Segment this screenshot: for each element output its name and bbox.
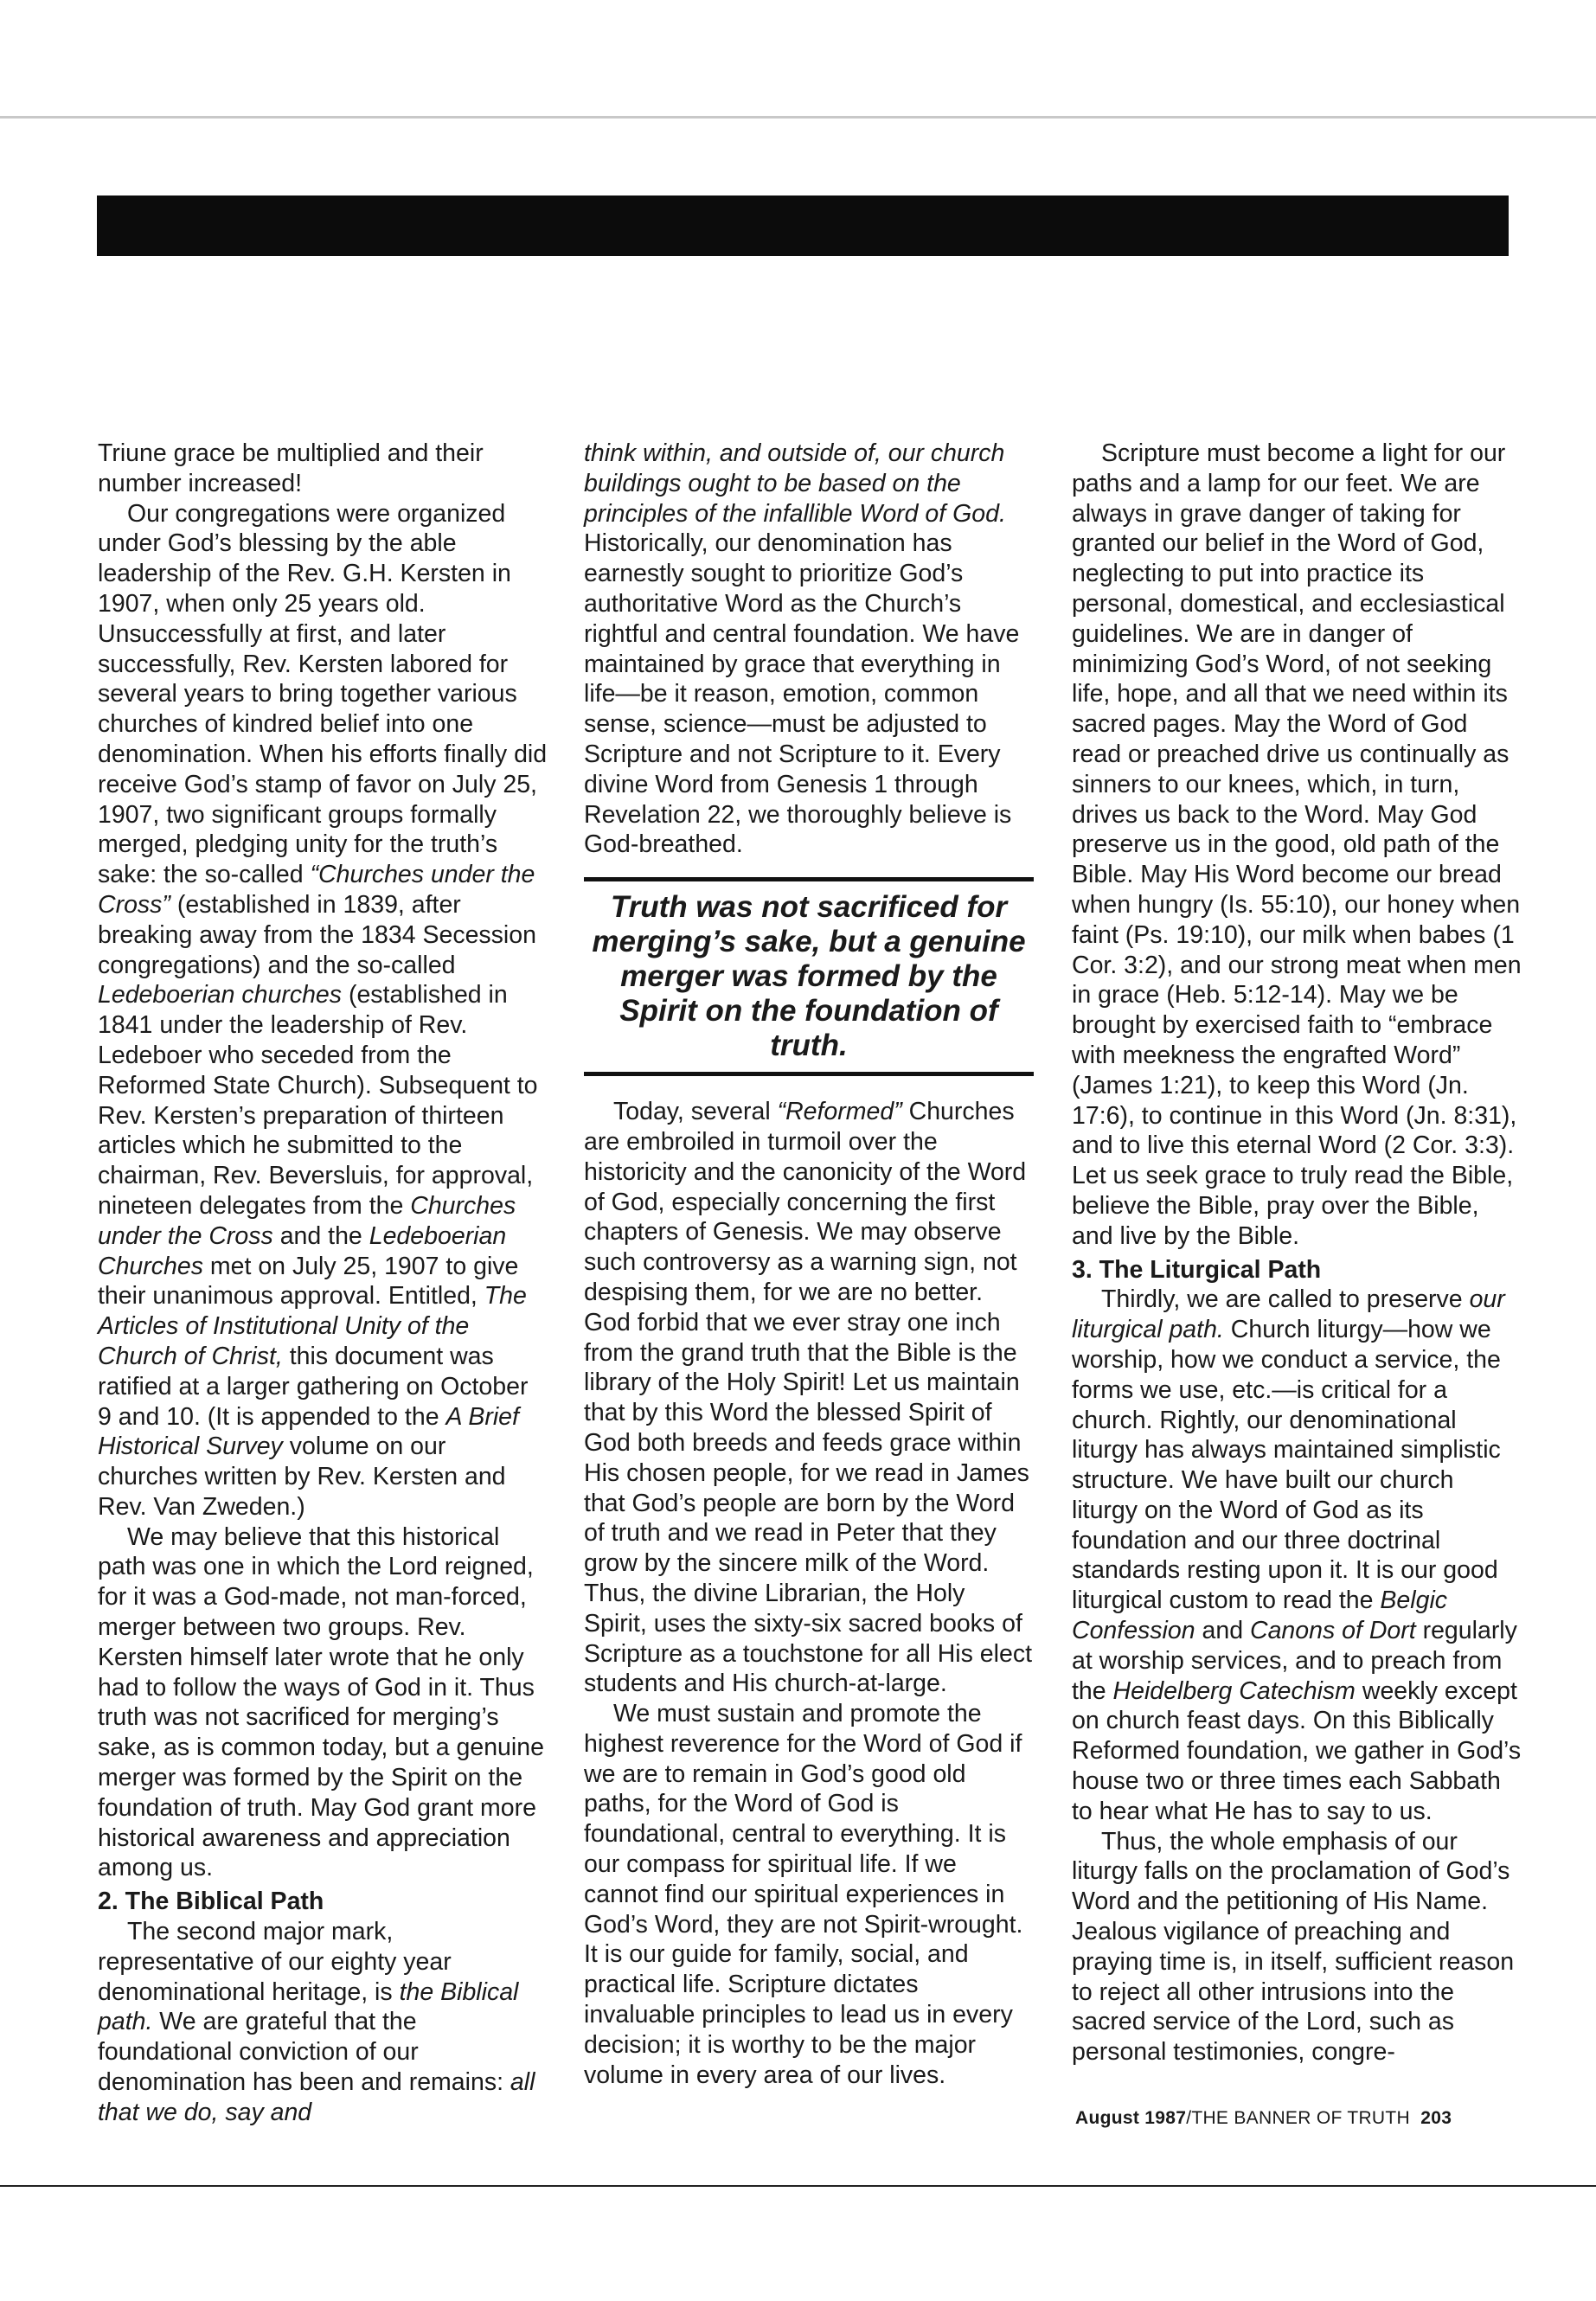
column-3 [1072,439,1522,2067]
text-run: Triune grace be multiplied and their number increased! [98,439,484,497]
text-run: The second major mark, representative of our eighty year denominational heritage, is [98,1918,452,2006]
text-run: and the [272,1221,369,1250]
text-run: this document was ratified at a larger gathering on October 9 and 10. (It is appended to the [98,1342,529,1431]
text-run: (established in 1841 under the leadership of Rev. Ledeboer who seceded from the Reformed State Church). Subsequent to Rev. Kersten’s preparation of thirteen articles which he submitted to the chairman, Rev. Beversluis, for approval, nineteen delegates from the [98,981,538,1220]
text-run: Our congregations were organized under God’s blessing by the able leadership of the Rev. G.H. Kersten in 1907, when only 25 years old. Unsuccessfully at first, and later successfully, Rev. Kersten labored for several years to bring together various churches of kindred belief into one denomination. When his efforts finally did receive God’s stamp of favor on July 25, 1907, two significant groups formally merged, pledging unity for the truth’s sake: the so-called [98,499,548,889]
column-1 [98,439,548,2128]
column-2 [584,439,1034,2090]
text-run: regularly at worship services, and to preach from the [1072,1617,1517,1705]
text-run: Churches are embroiled in turmoil over the historicity and the canonicity of the Word of God, especially concerning the first chapters of Genesis. We may observe such controversy as a warning sign, not despising them, for we are no better. God forbid that we ever stray one inch from the grand truth that the Bible is the library of the Holy Spirit! Let us maintain that by this Word the blessed Spirit of God both breeds and feeds grace within His chosen people, for we read in James that God’s people are born by the Word of truth and we read in Peter that they grow by the sincere milk of the Word. Thus, the divine Librarian, the Holy Spirit, uses the sixty-six sacred books of Scripture as a touchstone for all His elect students and His church-at-large. [584,1098,1032,1698]
section-heading-liturgical-path: 3. The Liturgical Path [1072,1255,1322,1284]
text-run: and [1195,1617,1250,1645]
footer-date: August 1987 [1075,2108,1187,2128]
italic-text: the Biblical path. [98,1977,519,2036]
text-run: Today, several [613,1098,778,1126]
paragraph [1072,1827,1522,2067]
text-run: Thus, the whole emphasis of our liturgy falls on the proclamation of God’s Word and the petitioning of His Name. Jealous vigilance of preaching and praying time is, in itself, sufficient reason to reject all other intrusions into the sacred service of the Lord, such as personal testimonies, congre- [1072,1827,1515,2067]
paragraph [584,1097,1034,1699]
text-run: We must sustain and promote the highest reverence for the Word of God if we are to remain in God’s good old paths, for the Word of God is foundational, central to everything. It is our compass for spiritual life. If we cannot find our spiritual experiences in God’s Word, they are not Spirit-wrought. It is our guide for family, social, and practical life. Scripture dictates invaluable principles to lead us in every decision; it is worthy to be the major volume in every area of our lives. [584,1700,1023,2089]
text-run: Scripture must become a light for our paths and a lamp for our feet. We are always in grave danger of taking for granted our belief in the Word of God, neglecting to put into practice its personal, domestical, and ecclesiastical guidelines. We are in danger of minimizing God’s Word, of not seeking life, hope, and all that we need within its sacred pages. May the Word of God read or preached drive us continually as sinners to our knees, which, in turn, drives us back to the Word. May God preserve us in the good, old path of the Bible. May His Word become our bread when hungry (Is. 55:10), our honey when faint (Ps. 19:10), our milk when babes (1 Cor. 3:2), and our strong meat when men in grace (Heb. 5:12-14). May we be brought by exercised faith to “embrace with meekness the engrafted Word” (James 1:21), to keep this Word (Jn. 17:6), to continue in this Word (Jn. 8:31), and to live this eternal Word (2 Cor. 3:3). Let us seek grace to truly read the Bible, believe the Bible, pray over the Bible, and live by the Bible. [1072,439,1522,1250]
paragraph [98,499,548,1522]
paragraph [98,1522,548,1884]
italic-text: Belgic Confession [1072,1586,1448,1645]
italic-text: Ledeboerian Churches [98,1221,507,1280]
paragraph [98,439,548,499]
paragraph [98,1917,548,2128]
section-heading-biblical-path: 2. The Biblical Path [98,1888,324,1916]
scan-bottom-line [0,2185,1596,2187]
italic-text: Churches under the Cross [98,1191,516,1250]
text-run: We may believe that this historical path was one in which the Lord reigned, for it was a God-made, not man-forced, merger between two groups. Rev. Kersten himself later wrote that he only had to follow the ways of God in it. Thus truth was not sacrificed for merging’s sake, as is common today, but a genuine merger was formed by the Spirit on the foundation of truth. May God grant more historical awareness and appreciation among us. [98,1522,544,1882]
pull-quote: Truth was not sacrificed for merging’s sake, but a genuine merger was formed by the Spirit on the foundation of truth. [584,877,1034,1076]
italic-text: The Articles of Institutional Unity of the Church of Christ, [98,1282,527,1370]
header-black-bar [97,195,1509,256]
page-number: 203 [1420,2108,1452,2128]
scan-edge-line [0,116,1596,119]
text-run: (established in 1839, after breaking away from the 1834 Secession congregations) and the so-called [98,890,536,979]
italic-text: A Brief Historical Survey [98,1402,519,1461]
page-footer [1075,2108,1452,2129]
footer-publication: THE BANNER OF TRUTH [1191,2108,1410,2128]
text-run: met on July 25, 1907 to give their unanimous approval. Entitled, [98,1252,519,1311]
italic-text: think within, and outside of, our church buildings ought to be based on the principles of the infallible Word of God. [584,439,1006,528]
paragraph [584,439,1034,860]
footer-separator: / [1186,2108,1192,2128]
text-run: weekly except on church feast days. On this Biblically Reformed foundation, we gather in God’s house two or three times each Sabbath to hear what He has to say to us. [1072,1676,1522,1825]
text-run: Church liturgy—how we worship, how we conduct a service, the forms we use, etc.—is critical for a church. Rightly, our denominational liturgy has always maintained simplistic structure. We have built our church liturgy on the Word of God as its foundation and our three doctrinal standards resting upon it. It is our good liturgical custom to read the [1072,1316,1501,1615]
italic-text: our liturgical path. [1072,1285,1505,1344]
paragraph [1072,1285,1522,1826]
italic-text: Ledeboerian churches [98,981,343,1009]
italic-text: “Reformed” [777,1098,902,1126]
italic-text: all that we do, say and [98,2068,535,2126]
italic-text: Canons of Dort [1249,1617,1416,1645]
paragraph [584,1699,1034,2090]
italic-text: Heidelberg Catechism [1112,1676,1356,1705]
text-run: Historically, our denomination has earnestly sought to prioritize God’s authoritative Word as the Church’s rightful and central foundation. We have maintained by grace that everything in life—be it reason, emotion, common sense, science—must be adjusted to Scripture and not Scripture to it. Every divine Word from Genesis 1 through Revelation 22, we thoroughly believe is God-breathed. [584,529,1020,859]
text-run: We are grateful that the foundational conviction of our denomination has been and remains: [98,2008,510,2097]
text-run: volume on our churches written by Rev. Kersten and Rev. Van Zweden.) [98,1433,506,1521]
italic-text: “Churches under the Cross” [98,861,535,919]
text-run: Thirdly, we are called to preserve [1101,1285,1470,1314]
paragraph [1072,439,1522,1252]
